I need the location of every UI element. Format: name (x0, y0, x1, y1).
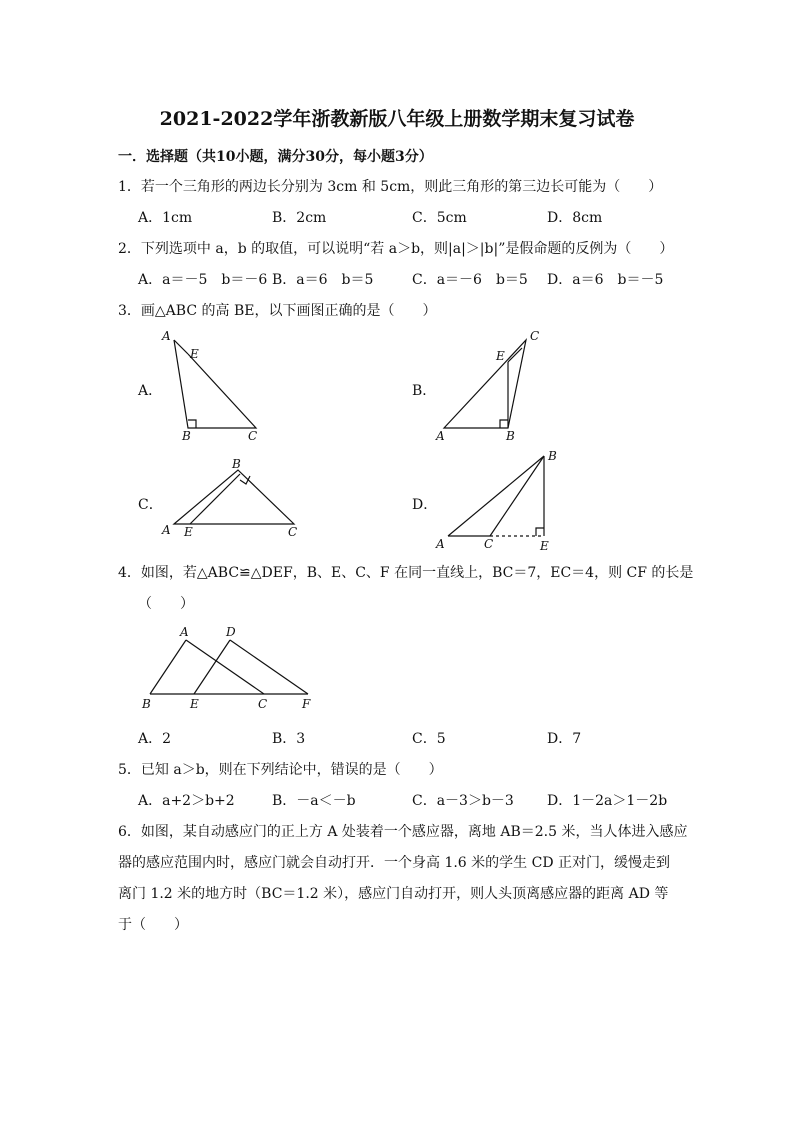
q4-option-d: D．7 (547, 731, 582, 747)
q4-label-f: F (302, 697, 311, 711)
q3c-label-b: B (232, 457, 241, 471)
q2-option-a: A．a＝－5 b＝－6 (138, 272, 268, 288)
section-heading: 一．选择题（共10小题，满分30分，每小题3分） (118, 149, 433, 165)
q2-option-d: D．a＝6 b＝－5 (547, 272, 664, 288)
q3c-label-e: E (184, 525, 193, 539)
q4-option-b: B．3 (272, 731, 306, 747)
q3-figure-b (432, 326, 547, 446)
question-1: 1．若一个三角形的两边长分别为 3cm 和 5cm，则此三角形的第三边长可能为（ ） (118, 179, 663, 195)
q1-option-d: D．8cm (547, 210, 603, 226)
q3d-label-b: B (548, 449, 557, 463)
q3b-label-b: B (506, 429, 515, 443)
q4-label-a: A (180, 625, 189, 639)
q4-label-b: B (142, 697, 151, 711)
q3-option-b: B． (412, 383, 437, 399)
q3d-label-e: E (540, 539, 549, 553)
q4-option-a: A．2 (138, 731, 172, 747)
q3d-label-c: C (484, 537, 494, 551)
question-6-line-1: 6．如图，某自动感应门的正上方 A 处装着一个感应器，离地 AB＝2.5 米，当人体进入感应 (118, 824, 688, 840)
q3-figure-a (158, 326, 268, 446)
q4-label-d: D (226, 625, 236, 639)
q3-option-a: A． (138, 383, 163, 399)
q5-option-b: B．－a＜－b (272, 793, 356, 809)
question-6-line-2: 器的感应范围内时，感应门就会自动打开．一个身高 1.6 米的学生 CD 正对门，缓慢走到 (118, 855, 670, 871)
question-5: 5．已知 a＞b，则在下列结论中，错误的是（ ） (118, 762, 443, 778)
q3a-label-b: B (182, 429, 191, 443)
question-6-line-3: 离门 1.2 米的地方时（BC＝1.2 米），感应门自动打开，则人头顶离感应器的距离 AD 等 (118, 886, 669, 902)
q3-option-d: D． (412, 497, 438, 513)
q3c-label-c: C (288, 525, 298, 539)
q3b-label-a: A (436, 429, 445, 443)
question-6-line-4: 于（ ） (118, 917, 188, 933)
q4-label-c: C (258, 697, 268, 711)
page-title: 2021-2022学年浙教新版八年级上册数学期末复习试卷 (159, 108, 635, 130)
question-3: 3．画△ABC 的高 BE，以下画图正确的是（ ） (118, 303, 437, 319)
q5-option-a: A．a+2＞b+2 (138, 793, 235, 809)
q3b-label-c: C (530, 329, 540, 343)
q3-figure-c (158, 456, 308, 546)
q4-option-c: C．5 (412, 731, 446, 747)
q1-option-b: B．2cm (272, 210, 327, 226)
question-2: 2．下列选项中 a，b 的取值，可以说明“若 a＞b，则|a|＞|b|”是假命题的反例为（ ） (118, 241, 674, 257)
q1-option-c: C．5cm (412, 210, 467, 226)
q4-figure (136, 620, 326, 720)
q3a-label-e: E (190, 347, 199, 361)
q4-label-e: E (190, 697, 199, 711)
q3d-label-a: A (436, 537, 445, 551)
q3c-label-a: A (162, 523, 171, 537)
q3a-label-c: C (248, 429, 258, 443)
q2-option-b: B．a＝6 b＝5 (272, 272, 374, 288)
q1-option-a: A．1cm (138, 210, 193, 226)
q5-option-c: C．a－3＞b－3 (412, 793, 514, 809)
q3a-label-a: A (162, 329, 171, 343)
q3-option-c: C． (138, 497, 163, 513)
question-4-bracket: （ ） (138, 596, 194, 612)
q3b-label-e: E (496, 349, 505, 363)
question-4: 4．如图，若△ABC≌△DEF，B、E、C、F 在同一直线上，BC＝7，EC＝4，则 CF 的长是 (118, 565, 694, 581)
q3-figure-d (432, 446, 567, 556)
q5-option-d: D．1－2a＞1－2b (547, 793, 668, 809)
q2-option-c: C．a＝－6 b＝5 (412, 272, 528, 288)
